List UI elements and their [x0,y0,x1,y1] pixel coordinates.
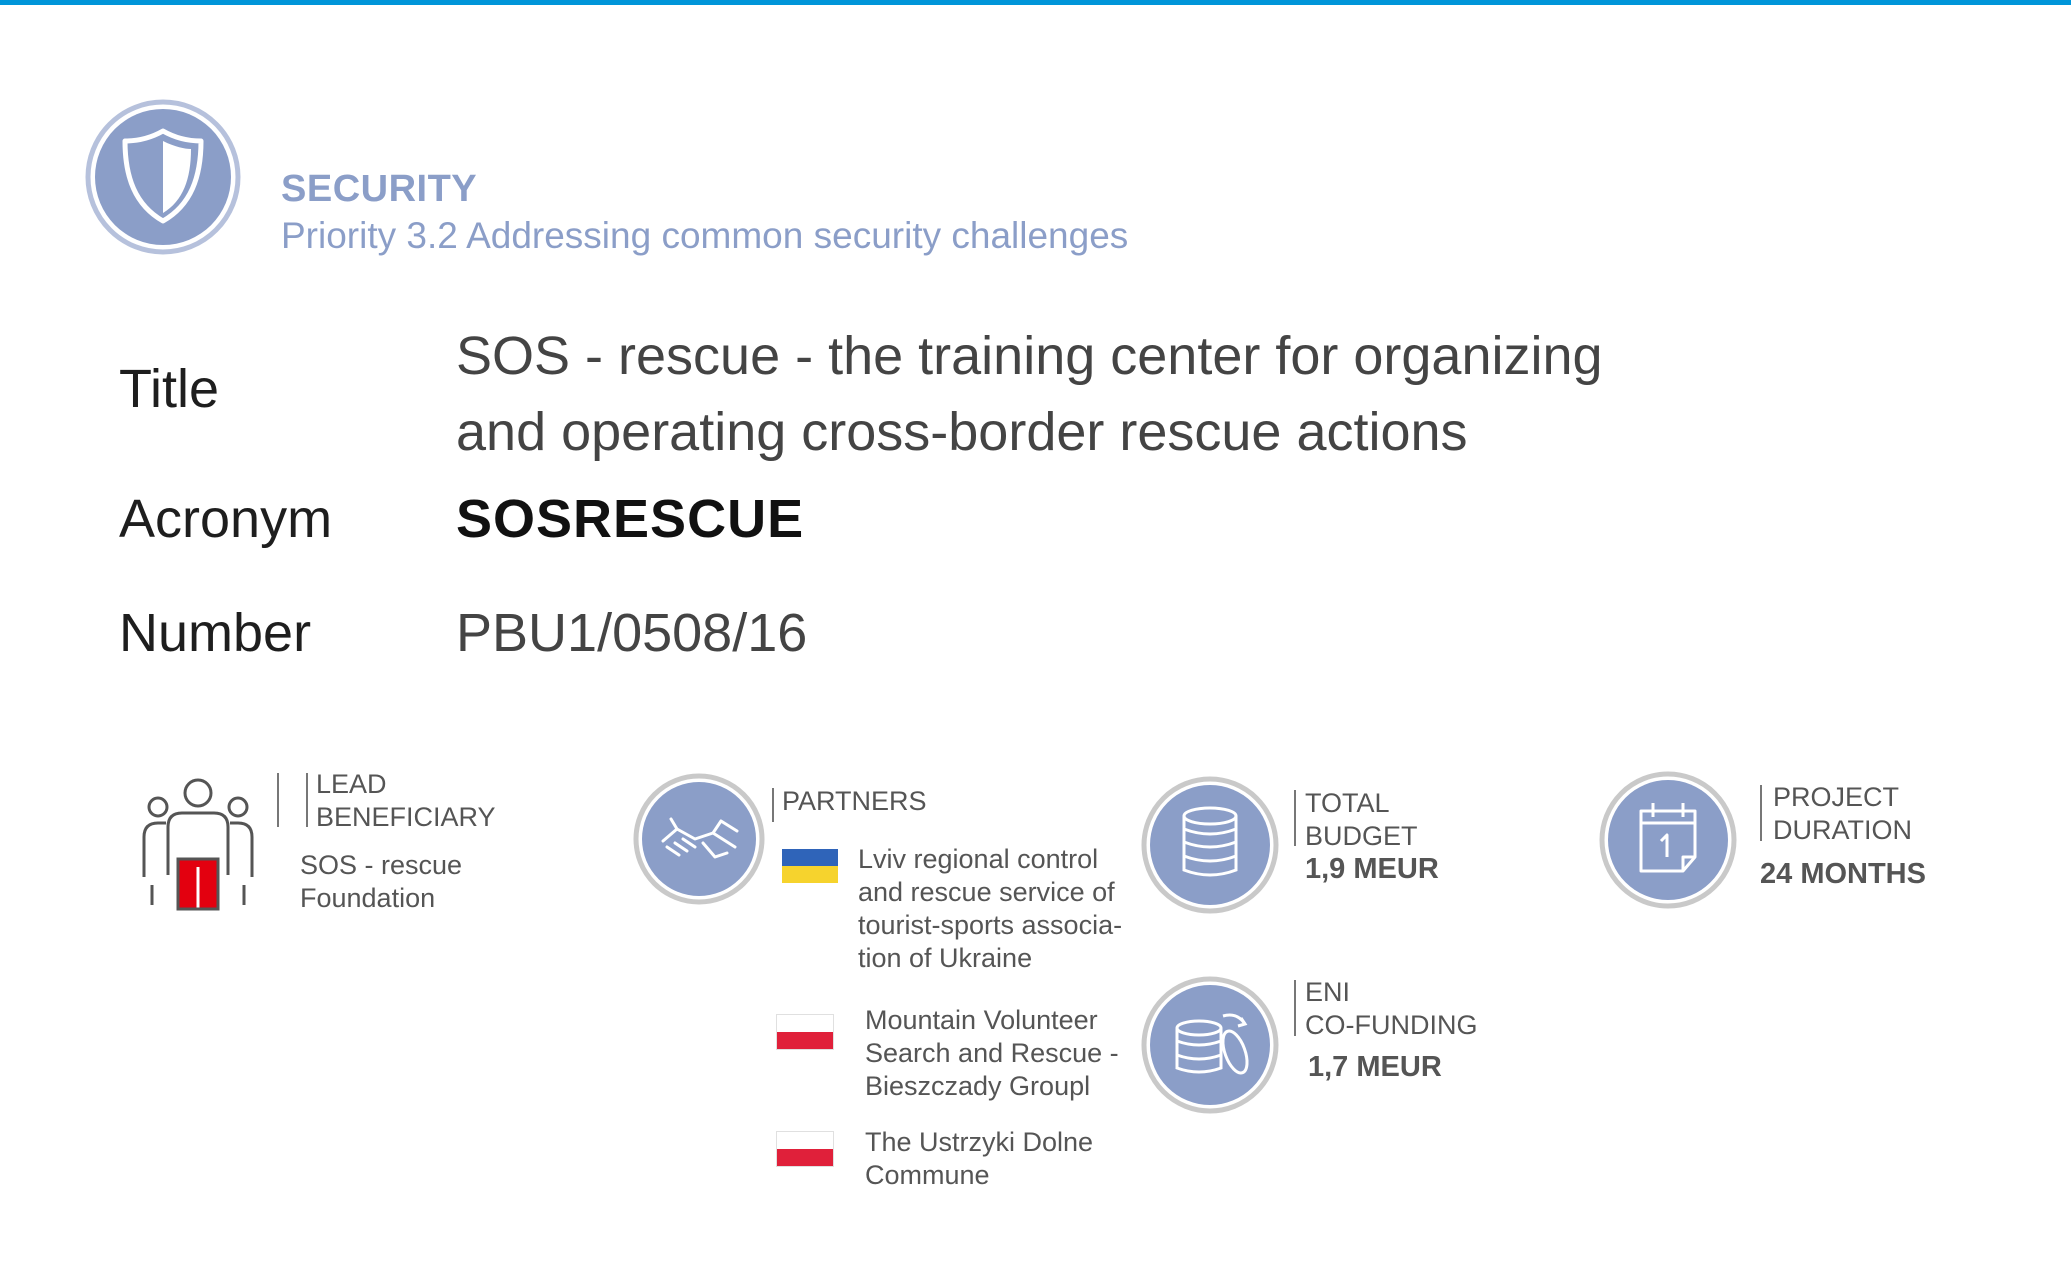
title-label: Title [119,359,220,419]
coins-icon [1141,976,1279,1119]
partner-item-1: Lviv regional control and rescue service of tourist-sports associa- tion of Ukraine [858,844,1123,973]
cofunding-separator [1294,980,1296,1036]
lead-separator-1 [277,773,279,827]
lead-label: LEAD BENEFICIARY [316,769,496,832]
cofunding-label: ENI CO-FUNDING [1305,977,1478,1040]
partner-item-2: Mountain Volunteer Search and Rescue - Bieszczady Groupl [865,1005,1119,1101]
number-label: Number [119,603,312,663]
budget-value: 1,9 MEUR [1305,853,1439,885]
duration-value: 24 MONTHS [1760,858,1926,890]
poland-flag [776,1131,834,1167]
duration-label: PROJECT DURATION [1773,782,1912,845]
budget-separator [1294,790,1296,846]
priority-subtitle: Priority 3.2 Addressing common security challenges [281,215,1129,256]
lead-separator-2 [306,773,308,827]
poland-flag [776,1014,834,1050]
ukraine-flag [782,849,838,883]
shield-icon [85,99,241,255]
partners-separator [772,788,774,822]
calendar-icon [1599,771,1737,914]
handshake-icon [633,773,765,910]
lead-name: SOS - rescue Foundation [300,850,463,913]
number-value: PBU1/0508/16 [456,603,808,663]
people-group-icon [138,775,258,920]
budget-label: TOTAL BUDGET [1305,788,1418,851]
title-line-2: and operating cross-border rescue actions [456,402,1468,462]
acronym-label: Acronym [119,489,333,549]
partners-label: PARTNERS [782,786,927,816]
cofunding-value: 1,7 MEUR [1308,1051,1442,1083]
acronym-value: SOSRESCUE [456,489,805,549]
category-title: SECURITY [281,168,478,210]
title-value [456,318,1656,470]
title-line-1: SOS - rescue - the training center for organizing [456,326,1603,386]
top-accent-bar [0,0,2071,5]
coin-stack-icon [1141,776,1279,919]
partner-item-3: The Ustrzyki Dolne Commune [865,1127,1094,1190]
duration-separator [1760,785,1762,841]
